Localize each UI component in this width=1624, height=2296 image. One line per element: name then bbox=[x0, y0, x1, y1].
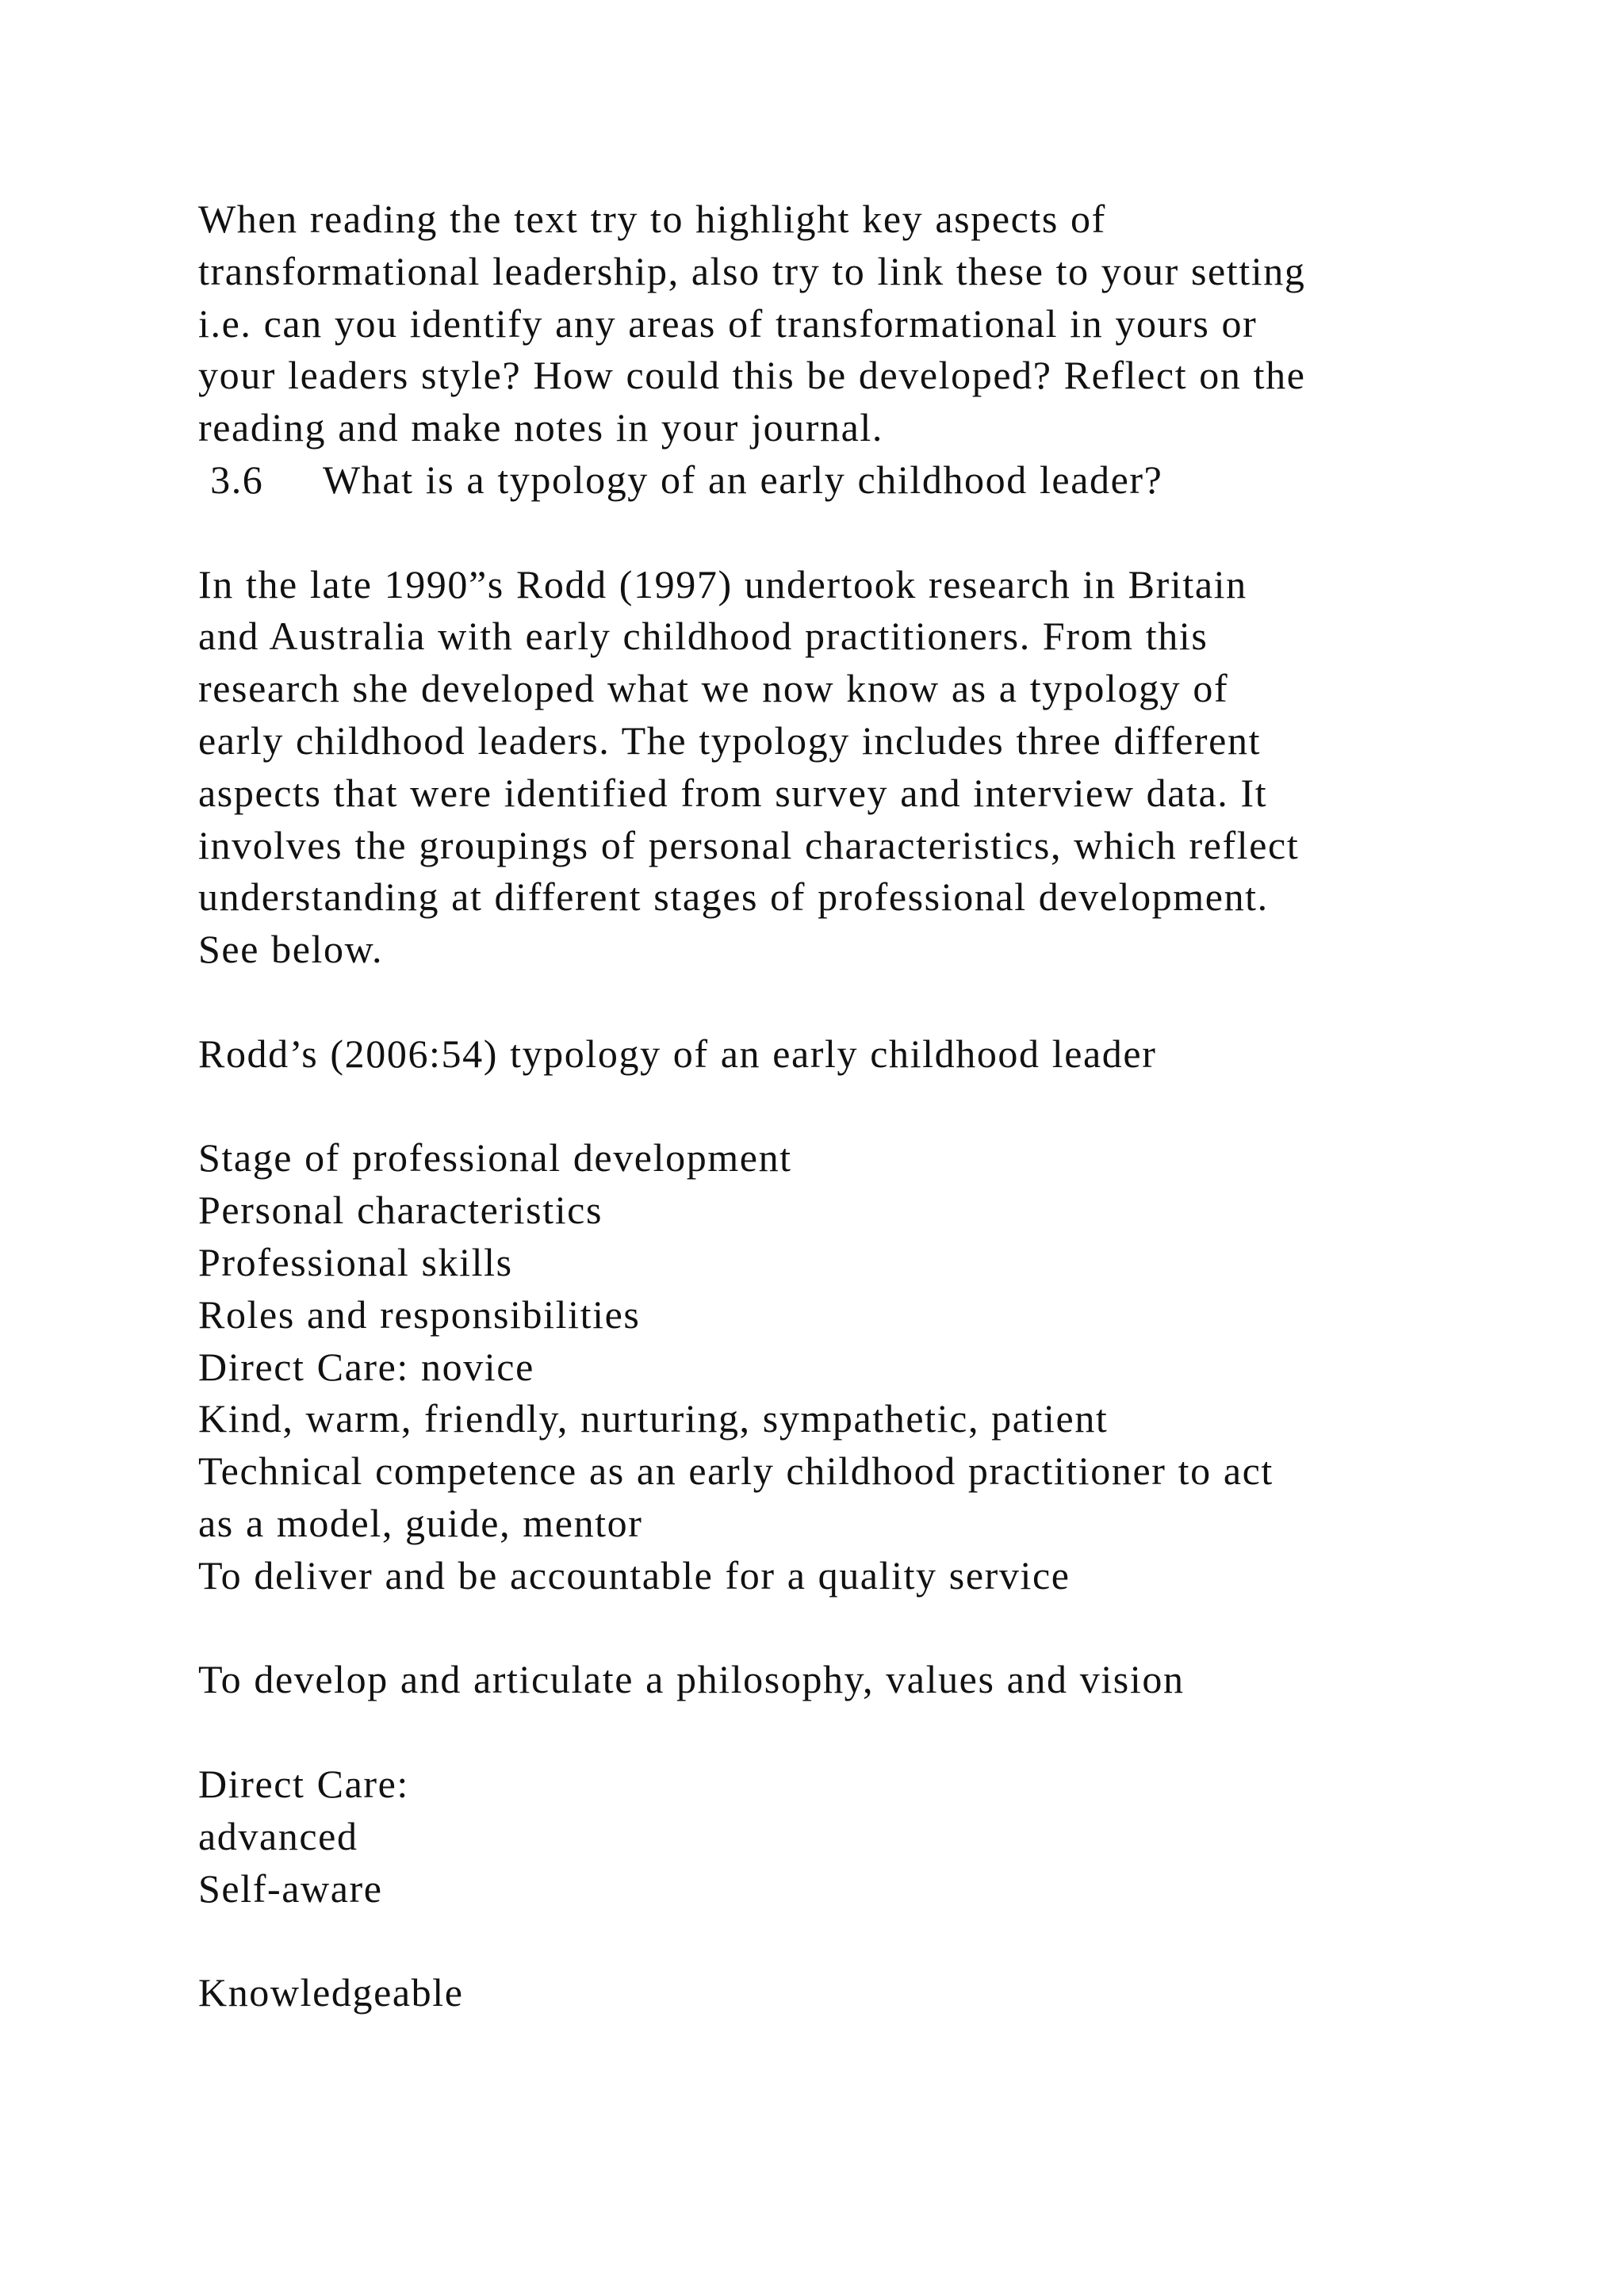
table-line: To develop and articulate a philosophy, values and vision bbox=[198, 1657, 1185, 1702]
table-line: Self-aware bbox=[198, 1866, 383, 1911]
table-line: Professional skills bbox=[198, 1239, 513, 1284]
paragraph-line: When reading the text try to highlight key aspects of bbox=[198, 197, 1106, 241]
table-line: Direct Care: novice bbox=[198, 1344, 534, 1389]
blank-line bbox=[198, 1602, 1435, 1655]
table-caption: Rodd’s (2006:54) typology of an early childhood leader bbox=[198, 1031, 1157, 1076]
paragraph-line: transformational leadership, also try to link these to your setting bbox=[198, 248, 1306, 293]
paragraph-line: i.e. can you identify any areas of transformational in yours or bbox=[198, 300, 1258, 346]
paragraph-line: reading and make notes in your journal. bbox=[198, 405, 884, 450]
section-heading: 3.6 What is a typology of an early childhood leader? bbox=[198, 457, 1163, 502]
paragraph-line: aspects that were identified from survey and interview data. It bbox=[198, 770, 1268, 815]
table-line: Personal characteristics bbox=[198, 1188, 603, 1233]
paragraph-line: your leaders style? How could this be developed? Reflect on the bbox=[198, 353, 1306, 398]
paragraph-line: and Australia with early childhood practitioners. From this bbox=[198, 614, 1208, 659]
blank-line bbox=[198, 507, 1435, 559]
table-line: Stage of professional development bbox=[198, 1135, 792, 1181]
paragraph-line: In the late 1990”s Rodd (1997) undertook research in Britain bbox=[198, 561, 1247, 607]
paragraph-line: early childhood leaders. The typology includes three different bbox=[198, 718, 1262, 763]
paragraph-line: understanding at different stages of professional development. bbox=[198, 874, 1269, 920]
blank-line bbox=[198, 1915, 1435, 1967]
table-line: advanced bbox=[198, 1813, 358, 1858]
table-line: Direct Care: bbox=[198, 1761, 409, 1806]
document-body bbox=[198, 193, 1435, 2019]
table-line: Roles and responsibilities bbox=[198, 1292, 641, 1337]
table-line: Kind, warm, friendly, nurturing, sympathetic, patient bbox=[198, 1396, 1109, 1441]
paragraph-line: involves the groupings of personal characteristics, which reflect bbox=[198, 822, 1300, 867]
table-line: as a model, guide, mentor bbox=[198, 1500, 643, 1545]
table-line: Technical competence as an early childhood practitioner to act bbox=[198, 1448, 1274, 1494]
blank-line bbox=[198, 1081, 1435, 1133]
blank-line bbox=[198, 976, 1435, 1028]
table-line: To deliver and be accountable for a quality service bbox=[198, 1552, 1071, 1598]
paragraph-line: See below. bbox=[198, 927, 384, 972]
blank-line bbox=[198, 1706, 1435, 1758]
table-line: Knowledgeable bbox=[198, 1970, 464, 2015]
paragraph-line: research she developed what we now know as a typology of bbox=[198, 666, 1229, 711]
